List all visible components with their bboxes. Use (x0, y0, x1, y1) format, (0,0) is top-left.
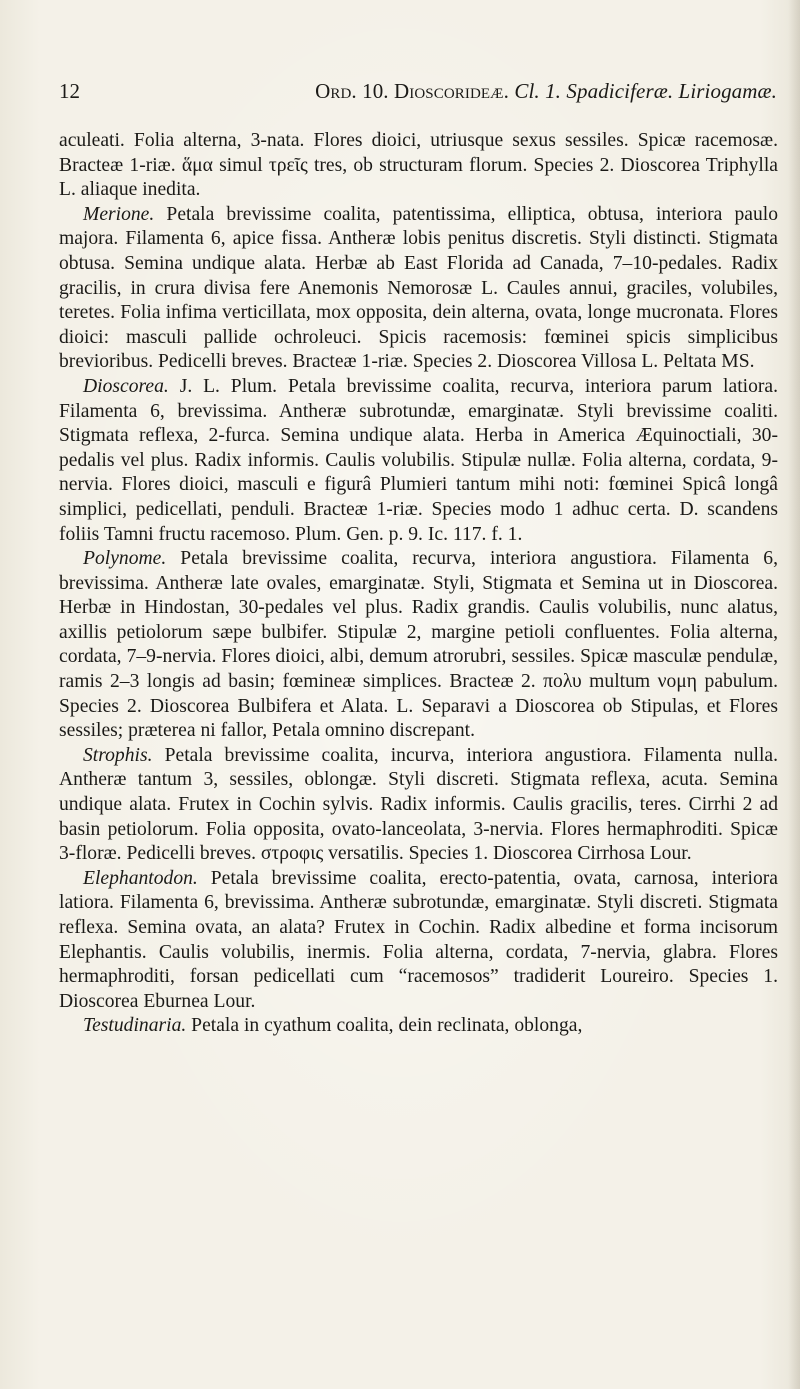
page-edge-shadow (788, 0, 800, 1389)
genus-description: Petala brevissime coalita, recurva, interiora angustiora. Filamenta 6, brevissima. Antheræ late ovales, emarginatæ. Styli, Stigmata et Semina ut in Dioscorea. Herbæ in Hindostan, 30-pedales vel plus. Radix grandis. Caulis volubilis, nunc alatus, axillis petiolorum sæpe bulbifer. Stipulæ 2, margine petioli confluentes. Folia alterna, cordata, 7–9-nervia. Flores dioici, albi, demum atrorubri, sessiles. Spicæ masculæ pendulæ, ramis 2–3 longis ad basin; fœmineæ simplices. Bracteæ 2. πολυ multum νομη pabulum. Species 2. Dioscorea Bulbifera et Alata. L. Separavi a Dioscorea ob Stipulas, et Flores sessiles; præterea ni fallor, Petala omnino discrepant. (59, 548, 778, 742)
genus-name: Elephantodon. (83, 867, 198, 889)
genus-name: Testudinaria. (83, 1015, 187, 1037)
running-title (315, 74, 777, 108)
page-number: 12 (59, 79, 80, 103)
family-label: Dioscorideæ. (394, 79, 509, 103)
genus-entry-strophis (59, 744, 778, 867)
genus-entry-dioscorea (59, 375, 778, 547)
genus-entry-merione (59, 203, 778, 375)
class-label: Cl. 1. (514, 79, 562, 103)
genus-entry-polynome (59, 547, 778, 744)
genus-entry-elephantodon (59, 867, 778, 1015)
order-label: Ord. 10. (315, 79, 389, 103)
genus-name: Polynome. (83, 548, 167, 570)
genus-name: Merione. (83, 203, 155, 225)
genus-description: Petala brevissime coalita, incurva, interiora angustiora. Filamenta nulla. Antheræ tantum 3, sessiles, oblongæ. Styli discreti. Stigmata reflexa, acuta. Semina undique alata. Frutex in Cochin sylvis. Radix informis. Caulis gracilis, teres. Cirrhi 2 ad basin petiolorum. Folia opposita, ovato-lanceolata, 3-nervia. Flores hermaphroditi. Spicæ 3-floræ. Pedicelli breves. στροφις versatilis. Species 1. Dioscorea Cirrhosa Lour. (59, 744, 779, 865)
group-label: Spadiciferæ. (566, 79, 674, 103)
genus-description: J. L. Plum. Petala brevissime coalita, recurva, interiora parum latiora. Filamenta 6, brevissima. Antheræ subrotundæ, emarginatæ. Styli brevissime coaliti. Stigmata reflexa, 2-furca. Semina undique alata. Herba in America Æquinoctiali, 30-pedalis vel plus. Radix informis. Caulis volubilis. Stipulæ nullæ. Folia alterna, cordata, 9-nervia. Flores dioici, masculi e figurâ Plumieri tantum mihi noti: fœminei Spicâ longâ simplici, pedicellati, penduli. Bracteæ 1-riæ. Species modo 1 adhuc certa. D. scandens foliis Tamni fructu racemoso. Plum. Gen. p. 9. Ic. 117. f. 1. (59, 375, 778, 545)
subgroup-label: Liriogamæ. (678, 79, 777, 103)
body-text (59, 129, 778, 1039)
genus-name: Dioscorea. (83, 375, 169, 397)
genus-description: Petala brevissime coalita, erecto-patentia, ovata, carnosa, interiora latiora. Filamenta 6, brevissima. Antheræ subrotundæ, emarginatæ. Styli discreti. Stigmata reflexa. Semina ovata, an alata? Frutex in Cochin. Radix albedine et forma incisorum Elephantis. Caulis volubilis, inermis. Folia alterna, cordata, 7-nervia, glabra. Flores hermaphroditi, forsan pedicellati cum “racemosos” tradiderit Loureiro. Species 1. Dioscorea Eburnea Lour. (59, 867, 778, 1012)
genus-description: Petala brevissime coalita, patentissima, elliptica, obtusa, interiora paulo majora. Filamenta 6, apice fissa. Antheræ lobis penitus discretis. Styli distincti. Stigmata obtusa. Semina undique alata. Herbæ ab East Florida ad Canada, 7–10-pedales. Radix gracilis, in crura divisa fere Anemonis Nemorosæ L. Caules annui, graciles, volubiles, teretes. Folia infima verticillata, mox opposita, dein alterna, ovata, longe mucronata. Flores dioici: masculi pallide ochroleuci. Spicis racemosis: fœminei spicis simplicibus brevioribus. Pedicelli breves. Bracteæ 1-riæ. Species 2. Dioscorea Villosa L. Peltata MS. (59, 203, 778, 373)
paragraph-continuation (59, 129, 778, 203)
genus-name: Strophis. (83, 744, 153, 766)
running-header (59, 74, 783, 108)
paragraph-text: aculeati. Folia alterna, 3-nata. Flores dioici, utriusque sexus sessiles. Spicæ racemosæ. Bracteæ 1-riæ. ἅμα simul τρεῖς tres, ob structuram florum. Species 2. Dioscorea Triphylla L. aliaque inedita. (59, 130, 778, 201)
genus-description: Petala in cyathum coalita, dein reclinata, oblonga, (191, 1015, 583, 1037)
genus-entry-testudinaria (59, 1014, 778, 1039)
